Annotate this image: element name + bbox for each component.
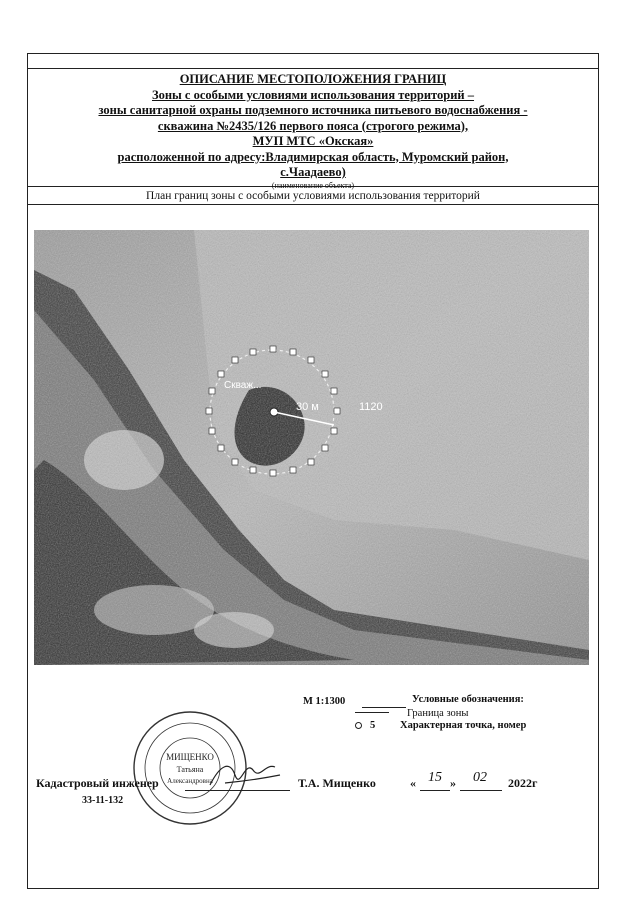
legend-point-label: Характерная точка, номер (400, 720, 527, 731)
plan-title: План границ зоны с особыми условиями использования территорий (146, 190, 480, 202)
plan-title-divider (27, 204, 599, 205)
engineer-license: 33-11-132 (82, 795, 124, 806)
aerial-map (34, 230, 589, 665)
day-underline (420, 790, 450, 791)
legend-zone-border: Граница зоны (407, 708, 469, 719)
zone-border-symbol (355, 712, 389, 713)
svg-text:МИЩЕНКО: МИЩЕНКО (166, 752, 214, 762)
date-day: 15 (428, 770, 442, 785)
well-label: Скваж... (224, 380, 262, 391)
radius-label: 30 м (296, 401, 319, 413)
title-line-6: с.Чаадаево) (280, 165, 346, 179)
title-line-5: расположенной по адресу:Владимирская область, Муромский район, (117, 149, 509, 164)
title-line-4: МУП МТС «Окская» (252, 134, 374, 148)
engineer-name: Т.А. Мищенко (298, 776, 376, 790)
title-line-2: зоны санитарной охраны подземного источника питьевого водоснабжения - (98, 103, 528, 117)
parcel-number-label: 1120 (359, 401, 383, 413)
title-line-3: скважина №2435/126 первого пояса (строгого режима), (157, 118, 469, 133)
month-underline (460, 790, 502, 791)
svg-text:Александровна: Александровна (167, 777, 213, 785)
object-note: (наименование объекта) (271, 180, 355, 190)
legend-heading: Условные обозначения: (412, 694, 524, 705)
signature-line (185, 790, 290, 791)
title-line-1: Зоны с особыми условиями использования территорий – (151, 87, 475, 102)
date-quote-open: « (410, 776, 416, 790)
date-quote-close: » (450, 776, 456, 790)
date-year: 2022г (508, 776, 538, 790)
engineer-role: Кадастровый инженер (36, 776, 159, 790)
date-month: 02 (473, 770, 487, 785)
top-divider (27, 68, 599, 69)
point-symbol-icon (355, 722, 362, 729)
svg-text:Татьяна: Татьяна (176, 765, 204, 774)
scale-label: М 1:1300 (303, 696, 346, 707)
point-symbol-number: 5 (370, 720, 376, 731)
document-title-block (28, 72, 598, 190)
aerial-photo (34, 230, 589, 665)
handwritten-signature (205, 755, 285, 795)
scale-line (362, 707, 406, 708)
document-title: ОПИСАНИЕ МЕСТОПОЛОЖЕНИЯ ГРАНИЦ (179, 72, 447, 86)
